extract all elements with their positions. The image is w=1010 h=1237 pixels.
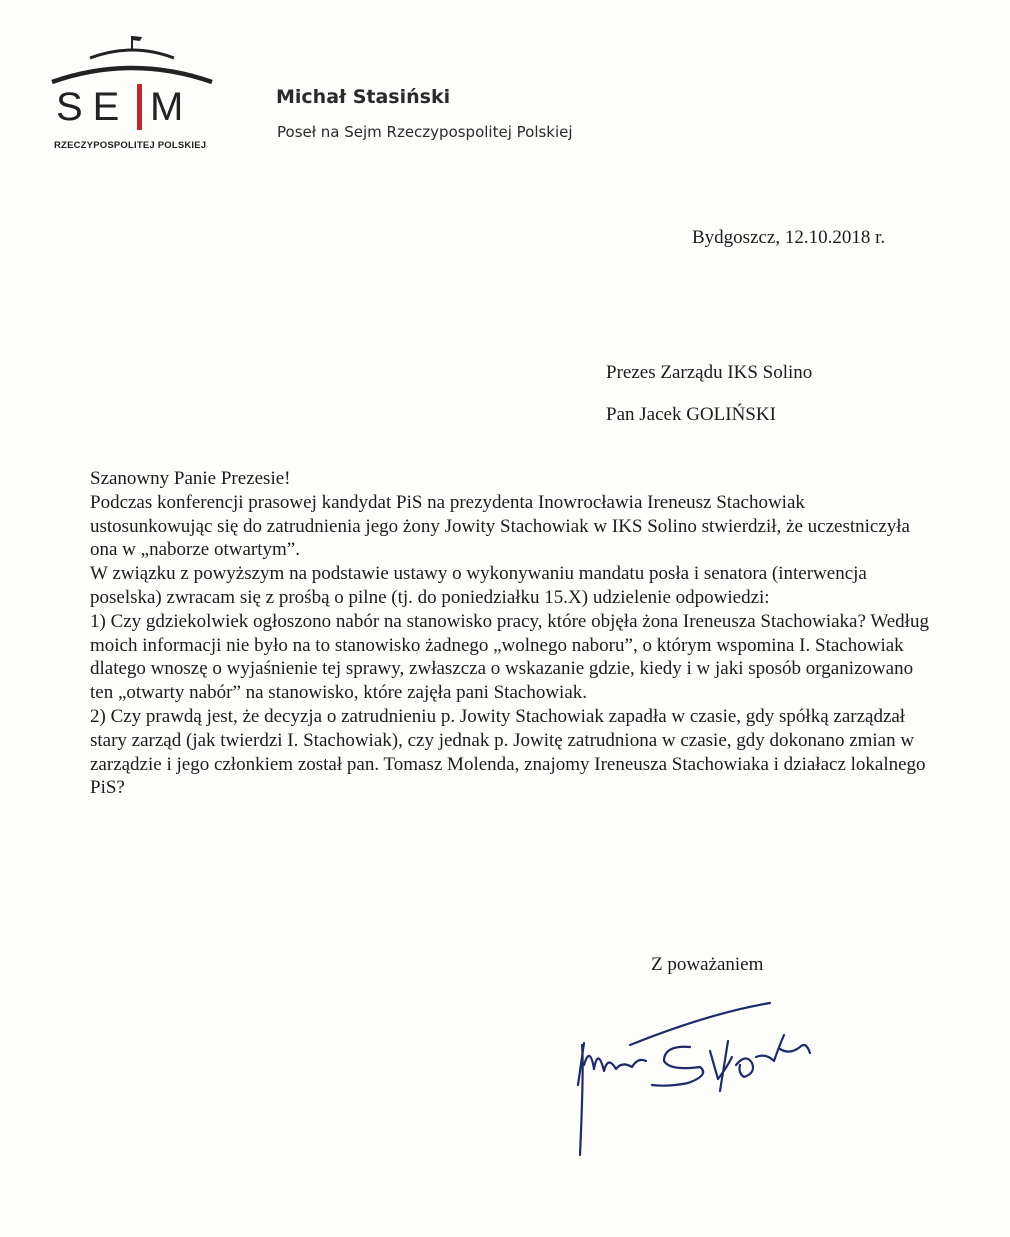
signature xyxy=(560,995,840,1165)
paragraph-2: W związku z powyższym na podstawie ustawy o wykonywaniu mandatu posła i senatora (interwencja poselska) zwracam się z prośbą o pilne (tj. do poniedziałku 15.X) udzielenie odpowiedzi: xyxy=(90,563,867,608)
recipient-block xyxy=(606,352,812,436)
sejm-logo-emblem xyxy=(50,28,220,140)
sender-role: Poseł na Sejm Rzeczypospolitej Polskiej xyxy=(277,123,573,141)
salutation: Szanowny Panie Prezesie! xyxy=(90,468,291,489)
paragraph-4: 2) Czy prawdą jest, że decyzja o zatrudnieniu p. Jowity Stachowiak zapadła w czasie, gdy spółką zarządzał stary zarząd (jak twierdzi I. Stachowiak), czy jednak p. Jowitę zatrudniona w czasie, gdy dokonano zmian w zarządzie i jego członkiem został pan. Tomasz Molenda, znajomy Ireneusza Stachowiaka i działacz lokalnego PiS? xyxy=(90,705,926,799)
svg-text:SE: SE xyxy=(56,85,130,129)
signature-drawing xyxy=(560,995,840,1165)
logo-caption: RZECZYPOSPOLITEJ POLSKIEJ xyxy=(54,140,207,151)
sejm-logo xyxy=(50,28,220,158)
paragraph-1: Podczas konferencji prasowej kandydat PiS na prezydenta Inowrocławia Ireneusz Stachowiak ustosunkowując się do zatrudnienia jego żony Jowity Stachowiak w IKS Solino stwierdził, że uczestniczyła ona w „naborze otwartym”. xyxy=(90,491,910,561)
date-line: Bydgoszcz, 12.10.2018 r. xyxy=(692,227,886,248)
sender-name: Michał Stasiński xyxy=(276,86,451,108)
letter-body xyxy=(90,467,930,800)
closing: Z poważaniem xyxy=(651,954,764,975)
paragraph-3: 1) Czy gdziekolwiek ogłoszono nabór na stanowisko pracy, które objęła żona Ireneusza Stachowiaka? Według moich informacji nie było na to stanowisko żadnego „wolnego naboru”, o którym wspomina I. Stachowiak dlatego wnoszę o wyjaśnienie tej sprawy, zwłaszcza o wskazanie gdzie, kiedy i w jaki sposób organizowano ten „otwarty nabór” na stanowisko, które zajęła pani Stachowiak. xyxy=(90,610,929,704)
recipient-line-1: Prezes Zarządu IKS Solino xyxy=(606,362,813,383)
svg-text:M: M xyxy=(150,85,184,129)
recipient-line-2: Pan Jacek GOLIŃSKI xyxy=(606,404,776,425)
